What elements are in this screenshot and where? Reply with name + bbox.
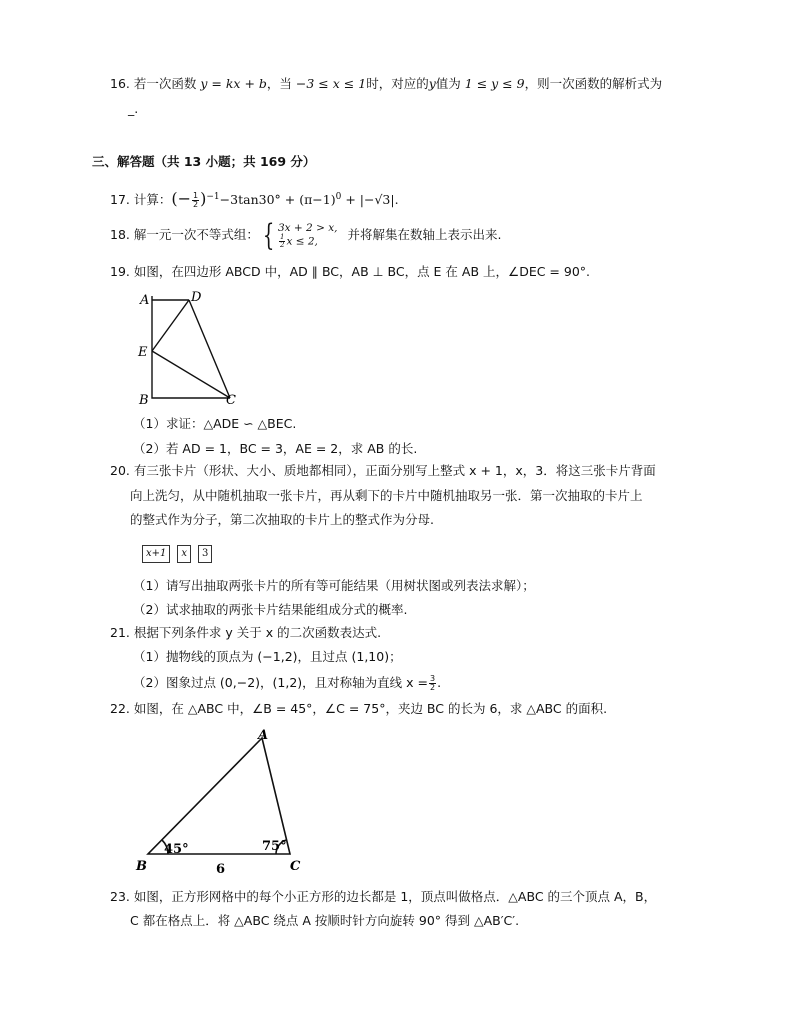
text: （2）图象过点 (0,−2)，(1,2)，且对称轴为直线 x = [133,675,428,690]
y-range: 1 ≤ y ≤ 9 [464,76,525,91]
text: 若一次函数 [133,76,197,91]
inequality-system [278,222,338,249]
card-row [142,543,219,563]
question-number: 17. [110,192,130,208]
text: 如图，正方形网格中的每个小正方形的边长都是 1，顶点叫做格点．△ABC 的三个顶点 A，B， [133,889,657,904]
question-19 [110,263,590,281]
denominator: 2 [429,683,436,692]
question-20-line-2: 向上洗匀，从中随机抽取一张卡片，再从剩下的卡片中随机抽取另一张．第一次抽取的卡片上 [130,488,643,503]
label-D: D [191,290,202,305]
exponent: 0 [335,192,342,202]
question-16-blank: _. [128,101,139,116]
expression: + |−√3|. [341,192,399,208]
text: 并将解集在数轴上表示出来. [347,227,502,242]
card: x+1 [142,545,170,563]
question-number: 19. [110,264,130,279]
question-21-part-2 [133,671,441,695]
question-22 [110,700,607,718]
paren: ) [200,189,207,209]
question-23-line-2: C 都在格点上．将 △ABC 绕点 A 按顺时针方向旋转 90° 得到 △AB′C′. [130,913,520,928]
x-range: −3 ≤ x ≤ 1 [295,76,367,91]
numerator: 3 [429,674,436,683]
question-number: 23. [110,889,130,904]
figure-edge [189,300,230,398]
text: . [437,675,442,690]
numerator: 1 [279,233,285,241]
denominator: 2 [193,200,199,210]
question-20-line-3: 的整式作为分子，第二次抽取的卡片上的整式作为分母. [130,512,434,527]
variable: y [428,76,436,91]
fraction [429,675,436,692]
fraction [192,192,199,209]
quadrilateral-figure [132,288,242,408]
figure-edge [152,351,230,398]
question-17 [110,184,399,213]
question-number: 18. [110,227,130,242]
question-23 [110,888,656,906]
text: ，当 [266,76,292,91]
label-A: A [258,728,269,743]
angle-C-label: 75° [262,839,287,854]
text: 计算： [133,192,172,208]
question-number: 22. [110,701,130,716]
equation: y = kx + b [200,76,267,91]
text: 有三张卡片（形状、大小、质地都相同），正面分别写上整式 x + 1，x，3．将这三张卡片背面 [133,463,656,478]
angle-B-label: 45° [164,842,189,857]
card: 3 [198,545,212,563]
triangle-figure [134,724,304,880]
label-A: A [140,293,150,308]
denominator: 2 [279,241,285,249]
inequality-2 [278,234,338,249]
inequality-1: 3x + 2 > x, [277,222,338,234]
question-number: 16. [110,76,130,91]
question-18 [110,219,501,251]
brace: { [262,217,275,253]
question-21-part-1: （1）抛物线的顶点为 (−1,2)，且过点 (1,10)； [133,649,402,664]
expression: −3tan30° + (π−1) [219,192,336,208]
text: x ≤ 2, [286,235,318,248]
question-20-part-2: （2）试求抽取的两张卡片结果能组成分式的概率. [133,602,408,617]
question-19-part-2: （2）若 AD = 1，BC = 3，AE = 2，求 AB 的长. [133,441,418,456]
text: 如图，在四边形 ABCD 中，AD ∥ BC，AB ⊥ BC，点 E 在 AB 上，∠DEC = 90°. [133,264,591,279]
triangle-outline [148,738,290,854]
exponent: −1 [206,192,220,202]
card: x [177,545,191,563]
question-20 [110,462,656,480]
label-E: E [138,345,148,360]
text: 如图，在 △ABC 中，∠B = 45°，∠C = 75°，夹边 BC 的长为 6，求 △ABC 的面积. [133,701,608,716]
figure-edge [152,296,230,398]
label-C: C [290,859,301,874]
side-BC-label: 6 [216,862,226,877]
question-number: 21. [110,625,130,640]
question-16 [110,75,662,93]
label-C: C [226,393,236,408]
label-B: B [136,859,147,874]
text: 根据下列条件求 y 关于 x 的二次函数表达式. [133,625,382,640]
numerator: 1 [193,191,199,201]
text: 解一元一次不等式组： [133,227,259,242]
question-19-part-1: （1）求证：△ADE ∽ △BEC. [133,416,297,431]
question-21 [110,624,381,642]
section-title: 三、解答题（共 13 小题；共 169 分） [92,154,316,169]
question-20-part-1: （1）请写出抽取两张卡片的所有等可能结果（用树状图或列表法求解）； [133,578,535,593]
text: ，则一次函数的解析式为 [524,76,663,91]
figure-edge [152,300,189,351]
label-B: B [139,393,149,408]
text: 值为 [435,76,461,91]
question-number: 20. [110,463,130,478]
paren: (− [171,189,192,209]
text: 时，对应的 [366,76,429,91]
